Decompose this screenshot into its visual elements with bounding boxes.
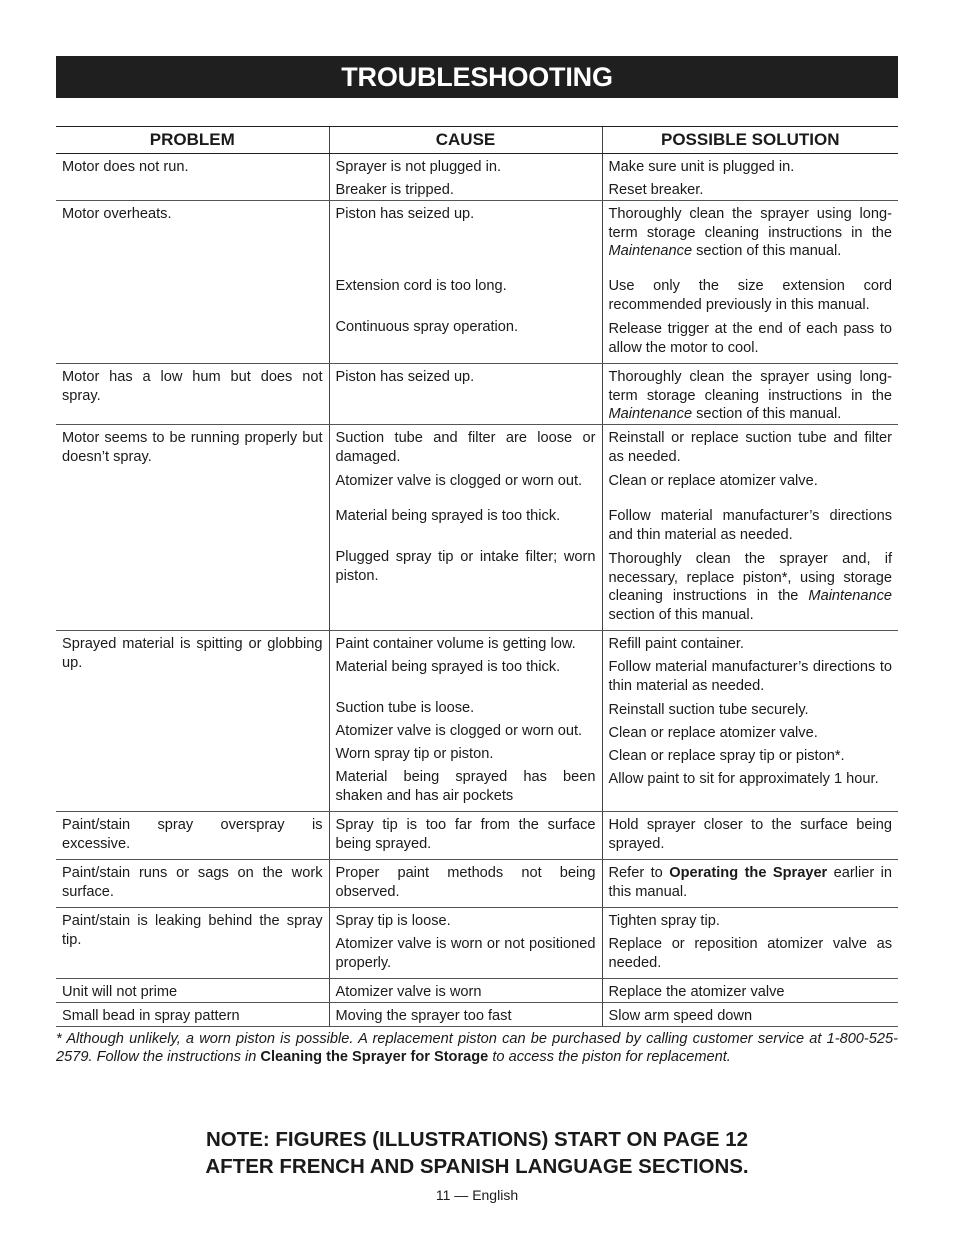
problem-cell: Sprayed material is spitting or globbing up. xyxy=(56,631,329,812)
cause-text: Atomizer valve is worn or not positioned properly. xyxy=(335,936,596,971)
table-row xyxy=(56,364,898,425)
solution-text-part: Refer to xyxy=(608,865,670,881)
cause-text: Extension cord is too long. xyxy=(335,278,507,294)
cause-text: Paint container volume is getting low. xyxy=(335,636,576,652)
cause-cell xyxy=(329,425,602,631)
solution-text xyxy=(609,864,893,901)
solution-text: Reinstall or replace suction tube and filter as needed. xyxy=(608,430,892,465)
solution-cell xyxy=(602,364,898,425)
cause-text: Suction tube and filter are loose or damaged. xyxy=(335,430,596,465)
cause-cell xyxy=(329,908,602,979)
cause-text: Material being sprayed is too thick. xyxy=(335,659,561,675)
cause-text: Suction tube is loose. xyxy=(335,700,475,716)
cause-text: Plugged spray tip or intake filter; worn piston. xyxy=(335,549,596,584)
problem-cell: Paint/stain runs or sags on the work surface. xyxy=(56,860,329,908)
solution-cell xyxy=(602,154,898,201)
solution-text xyxy=(609,205,893,261)
cause-text: Proper paint methods not being observed. xyxy=(335,865,596,900)
footnote-text-end: to access the piston for replacement. xyxy=(488,1049,731,1065)
page-title: TROUBLESHOOTING xyxy=(341,61,613,92)
footnote-emphasis: Cleaning the Sprayer for Storage xyxy=(260,1049,489,1065)
cause-text: Atomizer valve is clogged or worn out. xyxy=(335,723,583,739)
footnote-text: * Although unlikely, a worn piston is possible. A replacement piston can be purchased by calling customer service at 1-800-525-2579. Follow the instructions in xyxy=(56,1031,898,1065)
solution-text: Use only the size extension cord recommended previously in this manual. xyxy=(608,278,892,313)
problem-cell: Motor seems to be running properly but doesn’t spray. xyxy=(56,425,329,631)
solution-cell xyxy=(602,201,898,364)
solution-text-part: section of this manual. xyxy=(692,406,842,422)
problem-cell: Motor does not run. xyxy=(56,154,329,201)
cause-cell xyxy=(329,979,602,1003)
figures-note-line-1: NOTE: FIGURES (ILLUSTRATIONS) START ON PAGE 12 xyxy=(205,1128,749,1151)
solution-emphasis: Maintenance xyxy=(608,243,693,259)
table-row xyxy=(56,860,898,908)
cause-text: Spray tip is loose. xyxy=(335,913,451,929)
solution-text-part: section of this manual. xyxy=(608,606,754,623)
cause-text: Sprayer is not plugged in. xyxy=(335,159,501,175)
page-title-banner xyxy=(56,56,898,98)
solution-text: Slow arm speed down xyxy=(608,1008,753,1024)
table-row xyxy=(56,812,898,860)
solution-text: Hold sprayer closer to the surface being sprayed. xyxy=(608,817,892,852)
solution-text-part: earlier in this manual. xyxy=(608,865,893,900)
solution-text: Reinstall suction tube securely. xyxy=(608,702,809,718)
solution-cell xyxy=(602,425,898,631)
solution-text: Allow paint to sit for approximately 1 hour. xyxy=(608,771,879,787)
cause-cell xyxy=(329,201,602,364)
solution-text xyxy=(609,368,893,424)
solution-emphasis: Maintenance xyxy=(808,588,892,604)
solution-text: Reset breaker. xyxy=(608,182,704,198)
cause-text: Continuous spray operation. xyxy=(335,319,519,335)
solution-text: Replace the atomizer valve xyxy=(608,984,785,1000)
solution-text: Make sure unit is plugged in. xyxy=(608,159,795,175)
solution-cell xyxy=(602,908,898,979)
solution-text: Clean or replace atomizer valve. xyxy=(608,725,818,741)
solution-cell xyxy=(602,1003,898,1027)
table-row xyxy=(56,908,898,979)
solution-text: Release trigger at the end of each pass to allow the motor to cool. xyxy=(608,321,892,356)
table-header-row xyxy=(56,127,898,154)
figures-note xyxy=(56,1126,898,1180)
solution-text: Follow material manufacturer’s directions and thin material as needed. xyxy=(608,508,892,543)
cause-cell xyxy=(329,812,602,860)
problem-cell: Motor has a low hum but does not spray. xyxy=(56,364,329,425)
problem-cell: Small bead in spray pattern xyxy=(56,1003,329,1027)
cause-cell xyxy=(329,860,602,908)
cause-text: Spray tip is too far from the surface being sprayed. xyxy=(335,817,596,852)
table-row xyxy=(56,201,898,364)
table-row xyxy=(56,631,898,812)
cause-cell xyxy=(329,154,602,201)
solution-cell xyxy=(602,631,898,812)
solution-cell xyxy=(602,979,898,1003)
figures-note-line-2: AFTER FRENCH AND SPANISH LANGUAGE SECTIONS. xyxy=(205,1155,749,1178)
cause-text: Material being sprayed is too thick. xyxy=(335,508,561,524)
solution-strong: Operating the Sprayer xyxy=(669,865,828,881)
cause-cell xyxy=(329,1003,602,1027)
solution-text: Clean or replace spray tip or piston*. xyxy=(608,748,845,764)
solution-emphasis: Maintenance xyxy=(608,406,693,422)
solution-cell xyxy=(602,860,898,908)
header-problem: PROBLEM xyxy=(56,127,329,154)
table-body xyxy=(56,154,898,1027)
table-row xyxy=(56,979,898,1003)
cause-text: Worn spray tip or piston. xyxy=(335,746,494,762)
cause-text: Moving the sprayer too fast xyxy=(335,1008,512,1024)
solution-text xyxy=(609,550,893,624)
cause-text: Atomizer valve is worn xyxy=(335,984,482,1000)
solution-cell xyxy=(602,812,898,860)
header-solution: POSSIBLE SOLUTION xyxy=(602,127,898,154)
cause-text: Atomizer valve is clogged or worn out. xyxy=(335,473,583,489)
table-row xyxy=(56,1003,898,1027)
solution-text-part: Thoroughly clean the sprayer using long-term storage cleaning instructions in the xyxy=(608,206,892,241)
cause-text: Material being sprayed has been shaken and has air pockets xyxy=(335,769,596,804)
cause-cell xyxy=(329,364,602,425)
solution-text-part: section of this manual. xyxy=(692,243,842,259)
solution-text: Follow material manufacturer’s directions to thin material as needed. xyxy=(608,659,892,694)
header-cause: CAUSE xyxy=(329,127,602,154)
table-row xyxy=(56,425,898,631)
page-number: 11 — English xyxy=(435,1187,519,1203)
cause-text: Piston has seized up. xyxy=(335,206,475,222)
problem-cell: Paint/stain spray overspray is excessive. xyxy=(56,812,329,860)
problem-cell: Unit will not prime xyxy=(56,979,329,1003)
cause-cell xyxy=(329,631,602,812)
solution-text: Replace or reposition atomizer valve as needed. xyxy=(608,936,892,971)
solution-text: Refill paint container. xyxy=(608,636,744,652)
solution-text-part: Thoroughly clean the sprayer and, if necessary, replace piston*, using storage cleaning instructions in the xyxy=(608,551,892,604)
solution-text: Clean or replace atomizer valve. xyxy=(608,473,818,489)
table-row xyxy=(56,154,898,201)
solution-text-part: Thoroughly clean the sprayer using long-term storage cleaning instructions in the xyxy=(608,369,892,404)
cause-text: Breaker is tripped. xyxy=(335,182,454,198)
footnote xyxy=(56,1030,898,1066)
problem-cell: Motor overheats. xyxy=(56,201,329,364)
solution-text: Tighten spray tip. xyxy=(608,913,720,929)
problem-cell: Paint/stain is leaking behind the spray tip. xyxy=(56,908,329,979)
cause-text: Piston has seized up. xyxy=(335,369,475,385)
troubleshooting-table xyxy=(56,126,898,1027)
